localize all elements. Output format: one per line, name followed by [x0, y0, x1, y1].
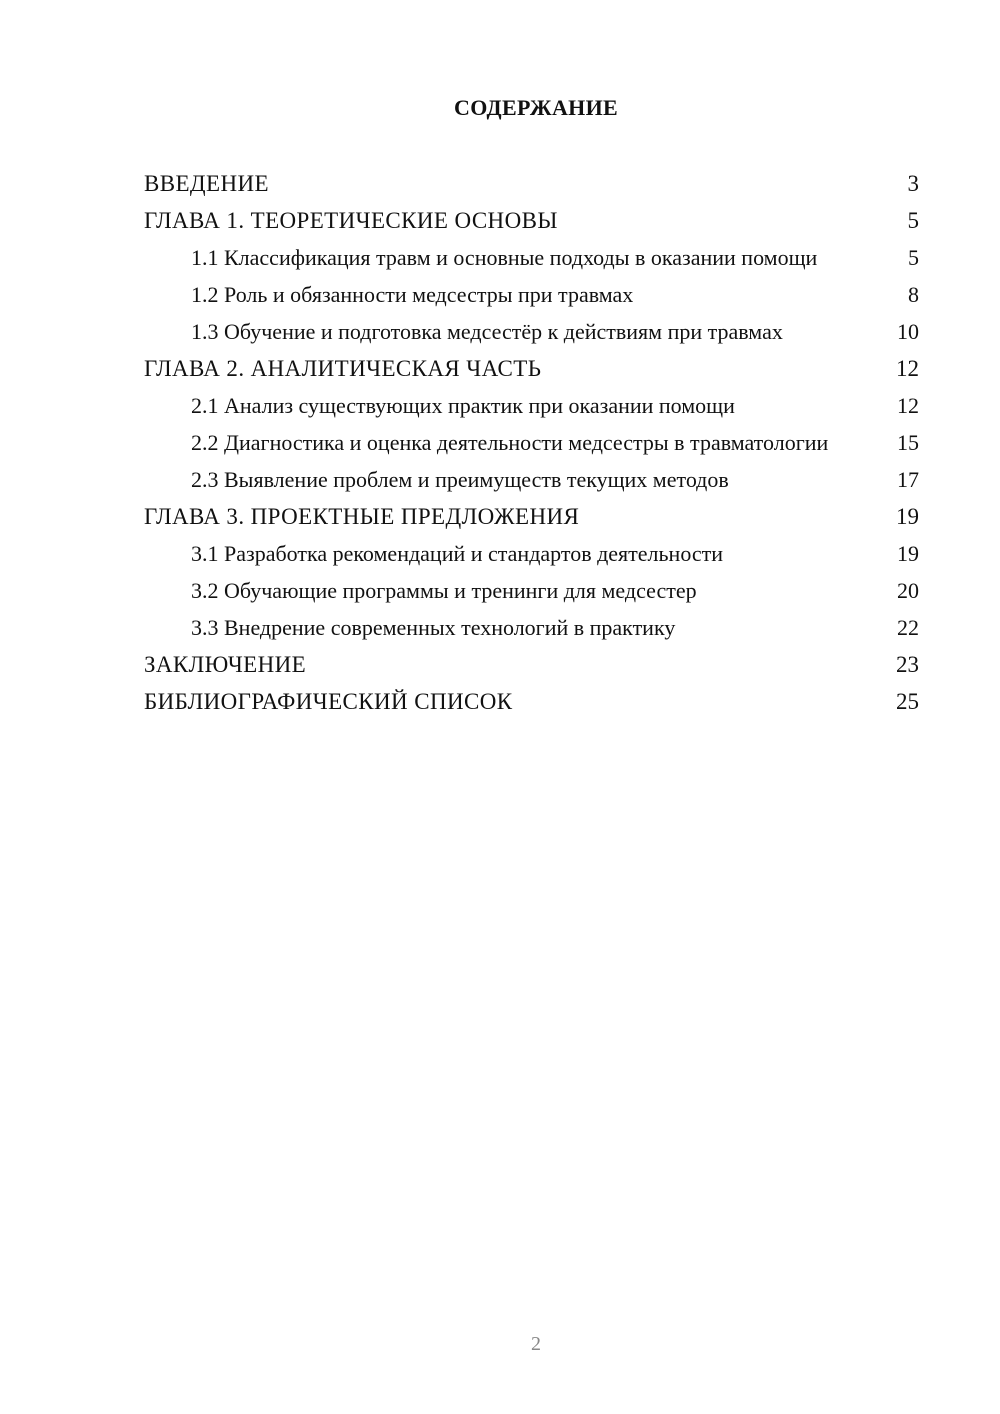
toc-entry-label: 2.3 Выявление проблем и преимуществ текущих методов — [191, 467, 729, 492]
toc-entry-introduction[interactable] — [144, 168, 919, 200]
toc-entry-page: 8 — [908, 282, 919, 307]
toc-entry-page: 3 — [907, 171, 919, 196]
footer-page-number: 2 — [531, 1333, 541, 1355]
toc-entry-label: 2.2 Диагностика и оценка деятельности медсестры в травматологии — [191, 430, 829, 455]
toc-entry-section-2-1[interactable] — [144, 390, 919, 422]
toc-entry-label: ГЛАВА 1. ТЕОРЕТИЧЕСКИЕ ОСНОВЫ — [144, 208, 558, 233]
toc-entry-page: 10 — [897, 319, 919, 344]
toc-entry-section-2-3[interactable] — [144, 464, 919, 496]
toc-entry-page: 19 — [897, 541, 919, 566]
toc-entry-section-3-3[interactable] — [144, 612, 919, 644]
toc-entry-label: 1.3 Обучение и подготовка медсестёр к действиям при травмах — [191, 319, 783, 344]
toc-entry-chapter-3[interactable] — [144, 501, 919, 533]
toc-entry-section-1-2[interactable] — [144, 279, 919, 311]
toc-entry-label: 1.2 Роль и обязанности медсестры при травмах — [191, 282, 634, 307]
toc-entry-page: 25 — [896, 689, 919, 714]
toc-entry-conclusion[interactable] — [144, 649, 919, 681]
toc-entry-page: 12 — [896, 356, 919, 381]
toc-entry-page: 5 — [907, 208, 919, 233]
toc-entry-label: 2.1 Анализ существующих практик при оказании помощи — [191, 393, 735, 418]
toc-entry-page: 5 — [908, 245, 919, 270]
toc-entry-section-3-1[interactable] — [144, 538, 919, 570]
toc-entry-label: 3.1 Разработка рекомендаций и стандартов деятельности — [191, 541, 724, 566]
toc-entry-section-1-1[interactable] — [144, 242, 919, 274]
toc-entry-label: 1.1 Классификация травм и основные подходы в оказании помощи — [191, 245, 818, 270]
page-title: СОДЕРЖАНИЕ — [454, 95, 618, 120]
toc-entry-page: 12 — [897, 393, 919, 418]
toc-entry-bibliography[interactable] — [144, 686, 919, 718]
toc-entry-label: БИБЛИОГРАФИЧЕСКИЙ СПИСОК — [144, 689, 513, 714]
toc-entry-label: ЗАКЛЮЧЕНИЕ — [144, 652, 307, 677]
toc-entry-label: 3.3 Внедрение современных технологий в практику — [191, 615, 676, 640]
toc-entry-page: 22 — [897, 615, 919, 640]
toc-entry-chapter-2[interactable] — [144, 353, 919, 385]
table-of-contents — [144, 168, 919, 723]
toc-entry-label: ВВЕДЕНИЕ — [144, 171, 269, 196]
toc-entry-page: 15 — [897, 430, 919, 455]
toc-entry-page: 23 — [896, 652, 919, 677]
toc-entry-chapter-1[interactable] — [144, 205, 919, 237]
toc-entry-section-2-2[interactable] — [144, 427, 919, 459]
toc-entry-label: ГЛАВА 2. АНАЛИТИЧЕСКАЯ ЧАСТЬ — [144, 356, 542, 381]
toc-entry-label: ГЛАВА 3. ПРОЕКТНЫЕ ПРЕДЛОЖЕНИЯ — [144, 504, 580, 529]
toc-entry-page: 20 — [897, 578, 919, 603]
toc-entry-section-3-2[interactable] — [144, 575, 919, 607]
toc-entry-page: 19 — [896, 504, 919, 529]
toc-entry-page: 17 — [897, 467, 919, 492]
toc-entry-section-1-3[interactable] — [144, 316, 919, 348]
toc-entry-label: 3.2 Обучающие программы и тренинги для медсестер — [191, 578, 697, 603]
